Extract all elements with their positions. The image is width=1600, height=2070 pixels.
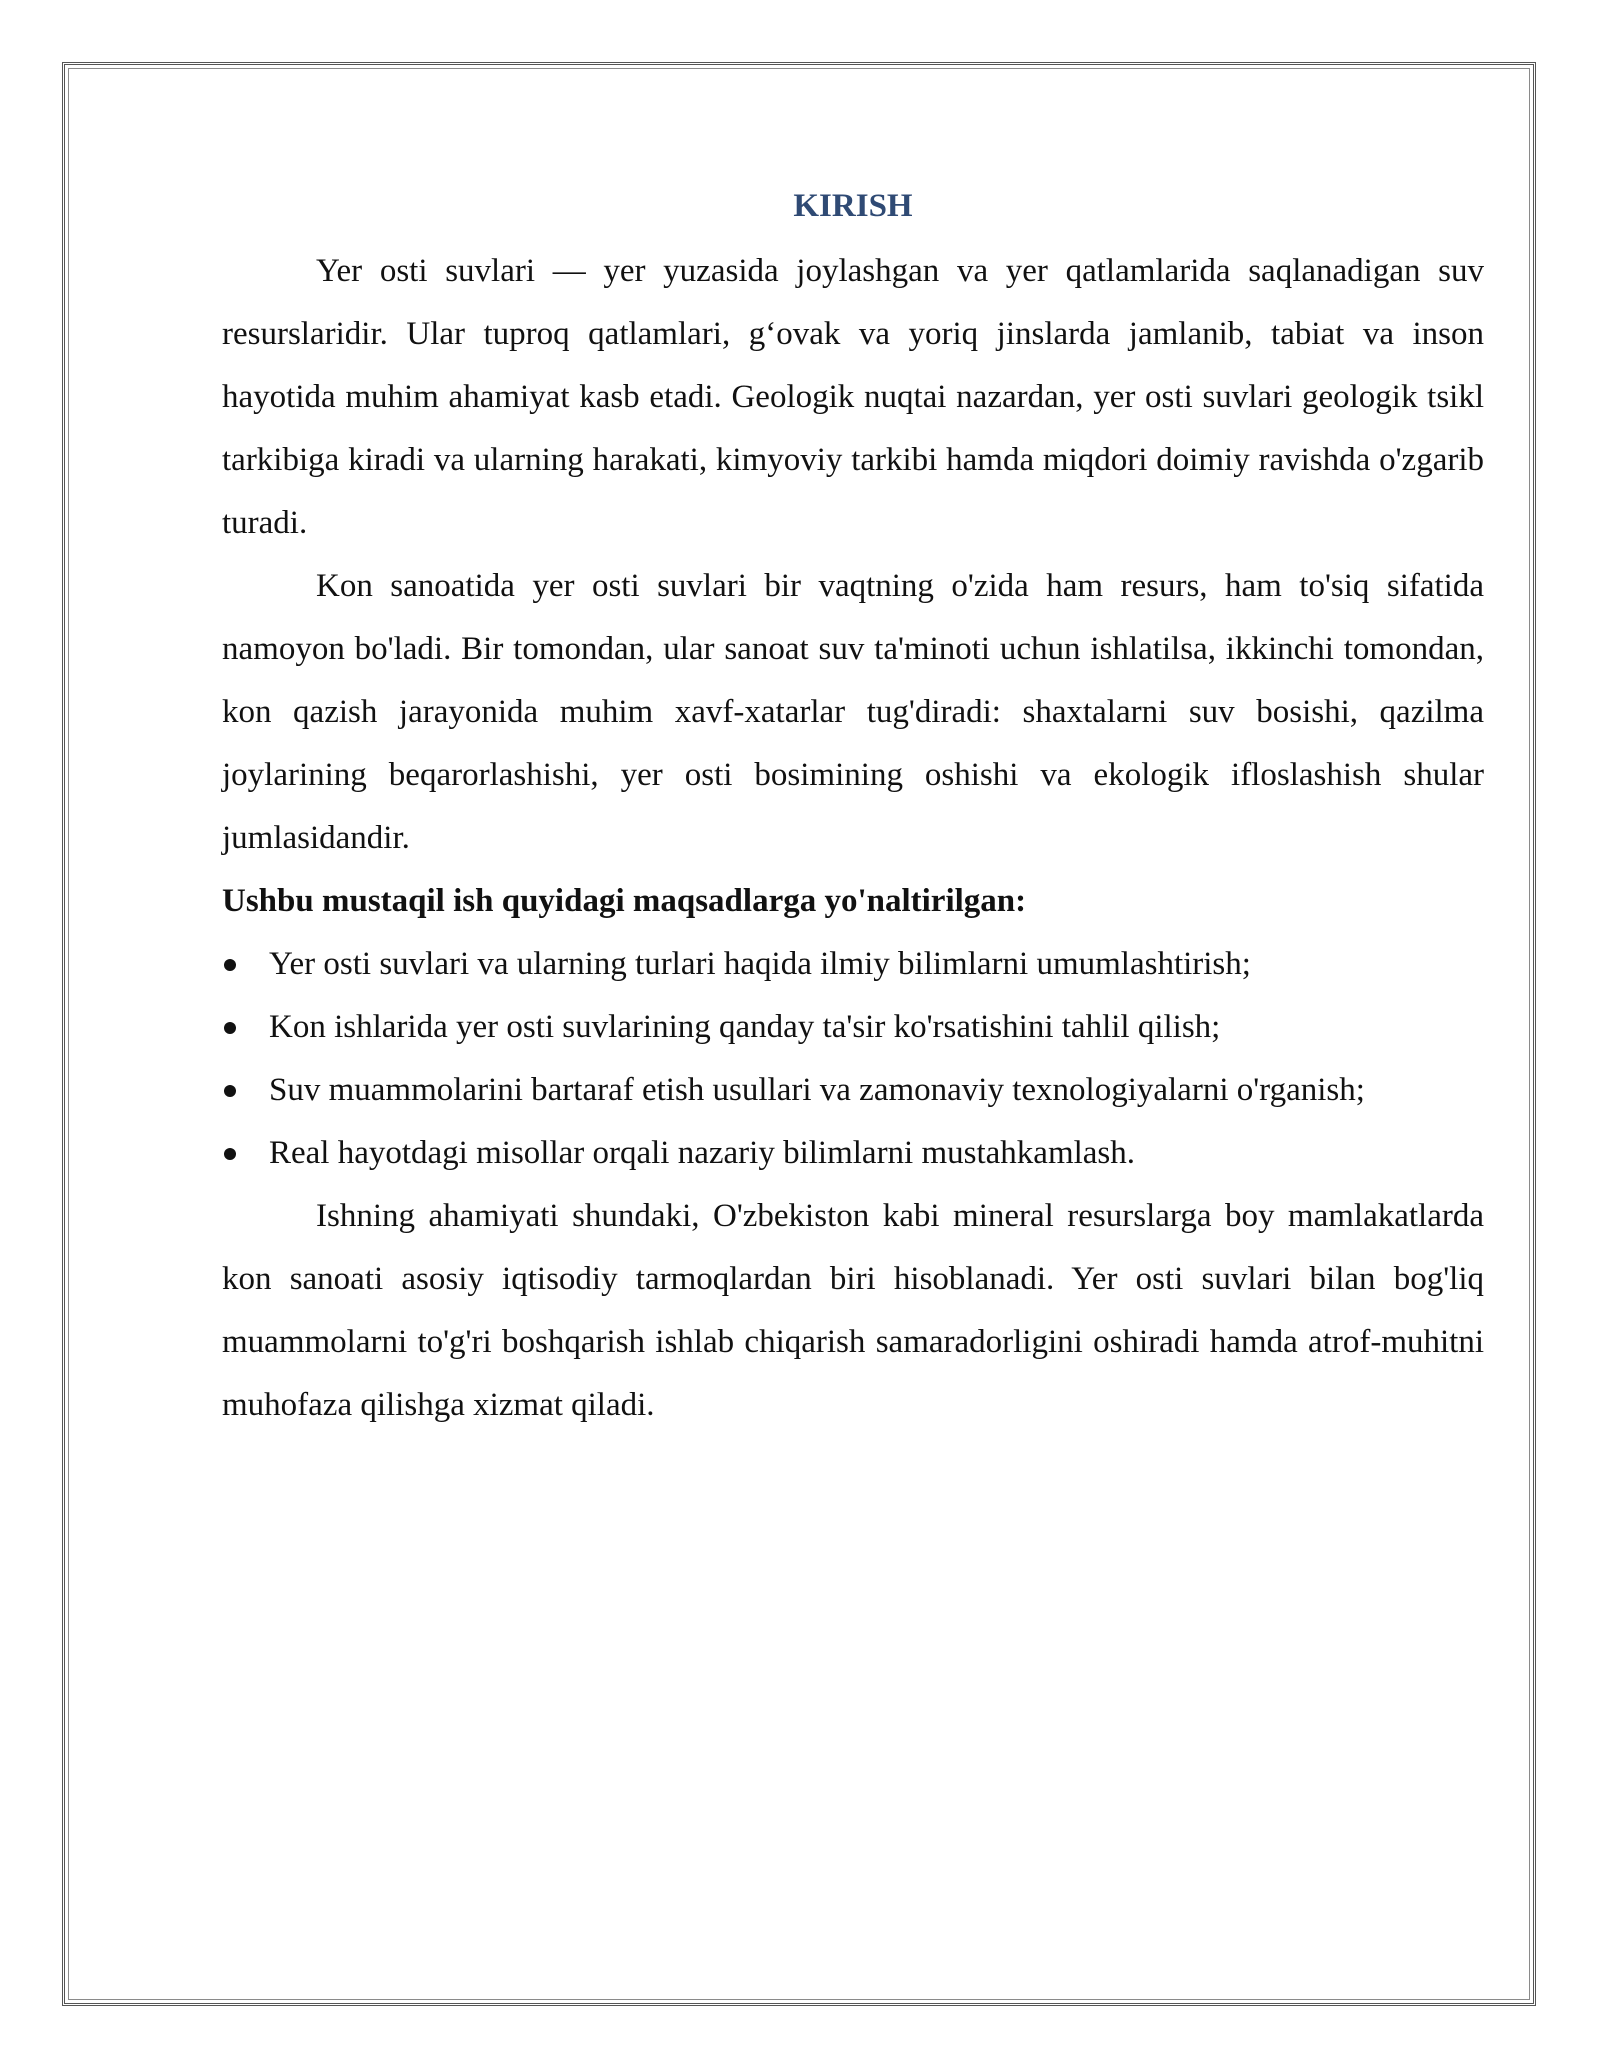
list-item-text: Yer osti suvlari va ularning turlari haqida ilmiy bilimlarni umumlashtirish; [269,946,1251,982]
list-item-text: Real hayotdagi misollar orqali nazariy bilimlarni mustahkamlash. [269,1135,1136,1171]
document-body [222,180,1484,1437]
list-item-text: Kon ishlarida yer osti suvlarining qanday ta'sir ko'rsatishini tahlil qilish; [269,1009,1221,1045]
goals-list [222,933,1484,1185]
list-item [222,996,1484,1059]
intro-paragraph-1: Yer osti suvlari — yer yuzasida joylashgan va yer qatlamlarida saqlanadigan suv resurslaridir. Ular tuproq qatlamlari, g‘ovak va yoriq jinslarda jamlanib, tabiat va inson hayotida muhim ahamiyat kasb etadi. Geologik nuqtai nazardan, yer osti suvlari geologik tsikl tarkibiga kiradi va ularning harakati, kimyoviy tarkibi hamda miqdori doimiy ravishda o'zgarib turadi. [222,253,1484,541]
list-item [222,1059,1484,1122]
bullet-icon [224,1085,236,1097]
list-item-text: Suv muammolarini bartaraf etish usullari va zamonaviy texnologiyalarni o'rganish; [269,1072,1365,1108]
closing-paragraph: Ishning ahamiyati shundaki, O'zbekiston kabi mineral resurslarga boy mamlakatlarda kon sanoati asosiy iqtisodiy tarmoqlardan biri hisoblanadi. Yer osti suvlari bilan bog'liq muammolarni to'g'ri boshqarish ishlab chiqarish samaradorligini oshiradi hamda atrof-muhitni muhofaza qilishga xizmat qiladi. [222,1198,1484,1423]
bullet-icon [224,1022,236,1034]
bullet-icon [224,959,236,971]
list-item [222,933,1484,996]
page-title: KIRISH [793,188,913,224]
list-item [222,1122,1484,1185]
goals-heading: Ushbu mustaqil ish quyidagi maqsadlarga yo'naltirilgan: [222,883,1027,919]
bullet-icon [224,1148,236,1160]
intro-paragraph-2: Kon sanoatida yer osti suvlari bir vaqtning o'zida ham resurs, ham to'siq sifatida namoyon bo'ladi. Bir tomondan, ular sanoat suv ta'minoti uchun ishlatilsa, ikkinchi tomondan, kon qazish jarayonida muhim xavf-xatarlar tug'diradi: shaxtalarni suv bosishi, qazilma joylarining beqarorlashishi, yer osti bosimining oshishi va ekologik ifloslashish shular jumlasidandir. [222,568,1484,856]
